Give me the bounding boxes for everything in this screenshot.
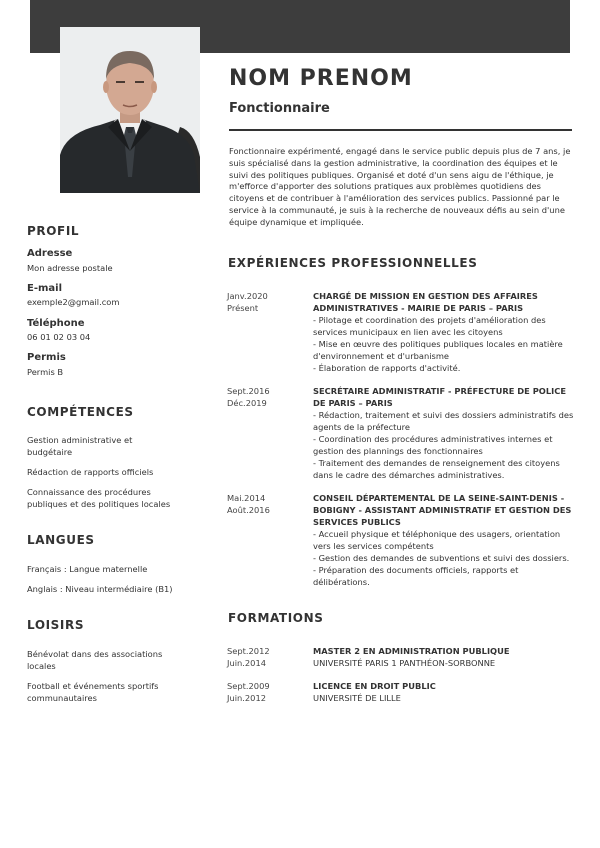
experiences-heading: EXPÉRIENCES PROFESSIONNELLES bbox=[228, 256, 478, 270]
experience-entry bbox=[313, 385, 575, 481]
address-value: Mon adresse postale bbox=[27, 263, 113, 273]
loisir-item: Bénévolat dans des associations locales bbox=[27, 649, 163, 671]
formation-entry bbox=[313, 680, 575, 704]
date-start: Janv.2020 bbox=[227, 291, 268, 301]
competences-heading: COMPÉTENCES bbox=[27, 405, 134, 419]
competence-item: Connaissance des procédures publiques et des politiques locales bbox=[27, 487, 171, 509]
formation-date bbox=[227, 680, 307, 704]
experience-bullet: - Traitement des demandes de renseignement des citoyens dans le cadre des démarches administratives. bbox=[313, 458, 560, 480]
experience-title: CHARGÉ DE MISSION EN GESTION DES AFFAIRES ADMINISTRATIVES - MAIRIE DE PARIS – PARIS bbox=[313, 291, 538, 313]
email-label: E-mail bbox=[27, 283, 63, 294]
portrait-illustration bbox=[60, 27, 200, 193]
profile-summary: Fonctionnaire expérimenté, engagé dans le service public depuis plus de 7 ans, je suis spécialisé dans la gestion administrative, la coordination des équipes et le suivi des politiques publiques. Organisé et doté d'un sens aigu de l'éthique, je m'efforce d'apporter des solutions pratiques aux problèmes quotidiens des citoyens et de contribuer à l'amélioration des services publics. Passionné par le service à la communauté, je suis à la recherche de nouveaux défis au sein d'une équipe dynamique et impliquée. bbox=[229, 146, 571, 227]
date-end: Présent bbox=[227, 303, 259, 313]
phone-value: 06 01 02 03 04 bbox=[27, 332, 91, 342]
date-start: Sept.2012 bbox=[227, 646, 270, 656]
formations-heading: FORMATIONS bbox=[228, 611, 324, 625]
address-label: Adresse bbox=[27, 248, 73, 259]
date-end: Juin.2014 bbox=[227, 658, 267, 668]
date-end: Déc.2019 bbox=[227, 398, 267, 408]
langue-item: Anglais : Niveau intermédiaire (B1) bbox=[27, 584, 173, 594]
email-value: exemple2@gmail.com bbox=[27, 297, 120, 307]
profile-photo bbox=[60, 27, 200, 193]
experience-entry bbox=[313, 492, 575, 588]
header-divider bbox=[229, 129, 572, 131]
experience-bullet: - Coordination des procédures administratives internes et gestion des plannings des fonctionnaires bbox=[313, 434, 553, 456]
loisirs-heading: LOISIRS bbox=[27, 618, 85, 632]
permis-label: Permis bbox=[27, 352, 66, 363]
experience-bullet: - Mise en œuvre des politiques publiques locales en matière d'environnement et d'urbanisme bbox=[313, 339, 563, 361]
date-start: Sept.2016 bbox=[227, 386, 270, 396]
experience-date bbox=[227, 290, 307, 314]
langue-item: Français : Langue maternelle bbox=[27, 564, 148, 574]
date-end: Août.2016 bbox=[227, 505, 270, 515]
experience-title: SECRÉTAIRE ADMINISTRATIF - PRÉFECTURE DE POLICE DE PARIS – PARIS bbox=[313, 386, 566, 408]
competence-item: Gestion administrative et budgétaire bbox=[27, 435, 133, 457]
profil-heading: PROFIL bbox=[27, 224, 80, 238]
experience-bullet: - Élaboration de rapports d'activité. bbox=[313, 363, 461, 373]
date-end: Juin.2012 bbox=[227, 693, 267, 703]
experience-entry bbox=[313, 290, 575, 374]
experience-bullet: - Gestion des demandes de subventions et suivi des dossiers. bbox=[313, 553, 570, 563]
loisir-item: Football et événements sportifs communautaires bbox=[27, 681, 159, 703]
formation-title: LICENCE EN DROIT PUBLIC bbox=[313, 681, 436, 691]
formation-date bbox=[227, 645, 307, 669]
phone-label: Téléphone bbox=[27, 318, 85, 329]
experience-title: CONSEIL DÉPARTEMENTAL DE LA SEINE-SAINT-DENIS - BOBIGNY - ASSISTANT ADMINISTRATIF ET GESTION DES SERVICES PUBLICS bbox=[313, 493, 572, 527]
formation-school: UNIVERSITÉ DE LILLE bbox=[313, 693, 401, 703]
formation-title: MASTER 2 EN ADMINISTRATION PUBLIQUE bbox=[313, 646, 510, 656]
permis-value: Permis B bbox=[27, 367, 64, 377]
experience-date bbox=[227, 385, 307, 409]
experience-bullet: - Préparation des documents officiels, rapports et délibérations. bbox=[313, 565, 519, 587]
formation-entry bbox=[313, 645, 575, 669]
experience-date bbox=[227, 492, 307, 516]
experience-bullet: - Rédaction, traitement et suivi des dossiers administratifs des agents de la préfecture bbox=[313, 410, 574, 432]
date-start: Mai.2014 bbox=[227, 493, 266, 503]
langues-heading: LANGUES bbox=[27, 533, 95, 547]
experience-bullet: - Pilotage et coordination des projets d'amélioration des services municipaux en lien avec les citoyens bbox=[313, 315, 546, 337]
competence-item: Rédaction de rapports officiels bbox=[27, 467, 154, 477]
job-title: Fonctionnaire bbox=[229, 101, 330, 116]
full-name: NOM PRENOM bbox=[229, 66, 413, 91]
experience-bullet: - Accueil physique et téléphonique des usagers, orientation vers les services compétents bbox=[313, 529, 561, 551]
date-start: Sept.2009 bbox=[227, 681, 270, 691]
formation-school: UNIVERSITÉ PARIS 1 PANTHÉON-SORBONNE bbox=[313, 658, 496, 668]
